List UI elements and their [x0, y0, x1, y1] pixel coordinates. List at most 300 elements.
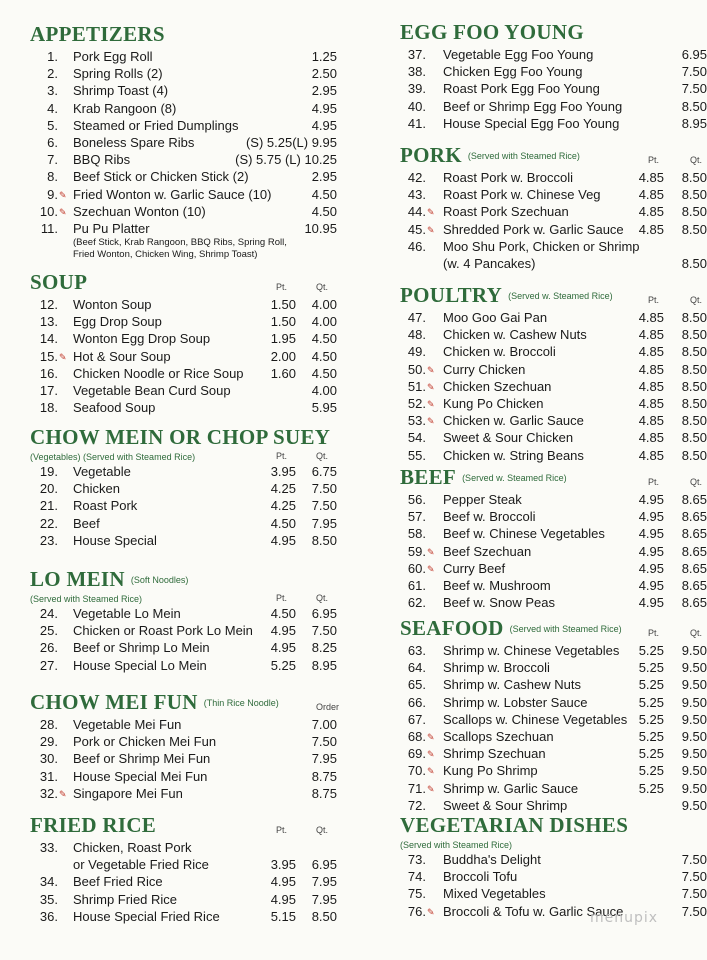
item-number: 29.: [39, 734, 58, 750]
menu-item: [0, 220, 350, 237]
menu-item: [360, 46, 707, 63]
price-quart: 7.50: [681, 852, 707, 867]
menu-item: [0, 100, 350, 117]
item-number: 42.: [407, 170, 426, 185]
spicy-icon: ✎: [427, 766, 435, 777]
price-pint: 5.25: [638, 677, 664, 693]
item-name: Egg Drop Soup: [73, 314, 162, 330]
item-number: 17.: [39, 383, 58, 398]
item-number: 61.: [407, 578, 426, 593]
item-name: Chicken w. String Beans: [443, 447, 584, 463]
item-number: 47.: [407, 310, 426, 325]
item-number: 64.: [407, 660, 426, 676]
price-quart: 2.50: [311, 66, 337, 82]
price-quart: 8.50: [681, 344, 707, 360]
spicy-icon: ✎: [59, 351, 67, 362]
menu-item: [360, 659, 707, 676]
price-quart: 7.50: [311, 481, 337, 497]
item-name: Vegetable Bean Curd Soup: [73, 383, 231, 398]
price-pint: 5.15: [270, 908, 296, 924]
item-name: Vegetable Egg Foo Young: [443, 47, 594, 62]
price-quart: 9.50: [681, 711, 707, 727]
price-quart: 8.95: [311, 657, 337, 673]
price-pint: 3.95: [270, 464, 296, 479]
price-quart: 4.50: [311, 365, 337, 381]
item-number: 26.: [39, 640, 58, 656]
price-pint: 4.95: [270, 623, 296, 639]
menu-item: [0, 856, 350, 873]
item-number: 60.: [407, 560, 426, 576]
item-name: (w. 4 Pancakes): [443, 256, 536, 271]
price-pint: 4.85: [638, 327, 664, 343]
item-name: House Special: [73, 532, 157, 548]
item-name: Broccoli Tofu: [443, 869, 518, 885]
spicy-icon: ✎: [427, 732, 435, 742]
menu-item: [0, 186, 350, 203]
item-name: House Special Mei Fun: [73, 768, 208, 784]
item-number: 73.: [407, 852, 426, 867]
menu-item: [360, 560, 707, 577]
menu-item: [360, 642, 707, 659]
item-name: Curry Chicken: [443, 361, 526, 377]
item-name: Singapore Mei Fun: [73, 785, 183, 801]
item-name: Roast Pork w. Chinese Veg: [443, 187, 601, 203]
price-quart: 8.50: [681, 204, 707, 220]
item-number: 15.: [39, 348, 58, 364]
item-number: 31.: [39, 768, 58, 784]
item-number: 72.: [407, 797, 426, 813]
price-pint: 4.95: [270, 874, 296, 890]
item-number: 57.: [407, 509, 426, 525]
menu-item: [0, 497, 350, 514]
price-quart: 8.25: [311, 640, 337, 656]
item-number: 36.: [39, 908, 58, 924]
item-name: Chicken Szechuan: [443, 378, 552, 394]
item-name: Chicken w. Broccoli: [443, 344, 556, 360]
spicy-icon: ✎: [427, 399, 435, 409]
item-name: Wonton Egg Drop Soup: [73, 331, 211, 347]
price-quart: 8.50: [681, 187, 707, 203]
menu-item: [360, 169, 707, 186]
item-number: 8.: [47, 169, 58, 185]
price-pint: 4.85: [638, 170, 664, 185]
section-note: (Served with Steamed Rice): [467, 151, 580, 161]
watermark: menupix: [590, 910, 659, 926]
price-pint: 5.25: [270, 657, 296, 673]
menu-item: [0, 463, 350, 480]
item-name: Shrimp Toast (4): [73, 83, 169, 99]
price-pint: 4.25: [270, 481, 296, 497]
price-quart: 8.65: [681, 543, 707, 559]
menu-item: [0, 716, 350, 733]
price-quart: 8.50: [681, 361, 707, 377]
item-number: 7.: [47, 152, 58, 168]
quart-header: Qt.: [690, 155, 703, 165]
menu-item: [360, 412, 707, 429]
item-name: Mixed Vegetables: [443, 886, 546, 902]
price-quart: 9.50: [681, 677, 707, 693]
menu-item: [0, 168, 350, 185]
section-title: [30, 567, 188, 592]
item-number: 22.: [39, 515, 58, 531]
item-name: Seafood Soup: [73, 400, 156, 416]
spicy-icon: ✎: [427, 416, 435, 427]
item-name: Roast Pork Szechuan: [443, 204, 569, 220]
section-title: [30, 813, 156, 838]
price-pint: 5.25: [638, 729, 664, 744]
item-number: 27.: [39, 657, 58, 673]
price-quart: 5.95: [311, 400, 337, 416]
item-number: 24.: [39, 606, 58, 621]
price-quart: 8.50: [681, 396, 707, 411]
price-quart: 7.50: [681, 903, 707, 919]
menu-item: [360, 577, 707, 594]
price-pint: 1.60: [270, 365, 296, 381]
price-quart: 7.95: [311, 751, 337, 767]
item-name: House Special Egg Foo Young: [443, 115, 620, 131]
menu-item: [360, 694, 707, 711]
price-pint: 3.95: [270, 857, 296, 873]
item-number: 49.: [407, 344, 426, 360]
menu-item: [0, 733, 350, 750]
price-quart: 7.95: [311, 891, 337, 907]
pint-header: Pt.: [648, 477, 660, 487]
item-number: 16.: [39, 365, 58, 381]
section-title: [400, 143, 580, 168]
section-subnote: (Served with Steamed Rice): [30, 594, 143, 604]
price-pint: 5.25: [638, 763, 664, 779]
menu-item: [0, 382, 350, 399]
price-pint: 4.95: [638, 543, 664, 559]
menu-item: [360, 508, 707, 525]
item-name: Szechuan Wonton (10): [73, 203, 206, 219]
item-number: 11.: [40, 221, 58, 236]
item-number: 70.: [407, 763, 426, 779]
price-pint: 4.85: [638, 447, 664, 463]
item-number: 71.: [407, 780, 426, 796]
item-name: Kung Po Shrimp: [443, 763, 538, 779]
price-quart: 7.50: [311, 734, 337, 750]
menu-item: [0, 515, 350, 532]
menu-item: [0, 296, 350, 313]
item-name: Buddha's Delight: [443, 852, 541, 867]
section-subnote: (Vegetables) (Served with Steamed Rice): [30, 452, 196, 462]
section-title-text: BEEF: [400, 465, 457, 489]
section-title-text: APPETIZERS: [30, 22, 165, 46]
menu-item: [360, 63, 707, 80]
price-quart: 9.50: [681, 694, 707, 710]
menu-item: [0, 605, 350, 622]
item-number: 53.: [407, 413, 426, 429]
item-name: Shrimp w. Lobster Sauce: [443, 694, 588, 710]
price-pint: 4.85: [638, 187, 664, 203]
price-pint: 5.25: [638, 711, 664, 727]
price-quart: 7.95: [311, 515, 337, 531]
menu-item: [0, 399, 350, 416]
item-name: Vegetable Mei Fun: [73, 717, 182, 732]
item-number: 32.: [39, 785, 58, 801]
item-name: Spring Rolls (2): [73, 66, 163, 82]
price-pint: 4.25: [270, 498, 296, 514]
item-number: 38.: [407, 64, 426, 80]
price-quart: 7.50: [311, 623, 337, 639]
item-number: 18.: [39, 400, 58, 416]
spicy-icon: ✎: [427, 224, 435, 235]
menu-item: [360, 429, 707, 446]
item-name: Vegetable: [73, 464, 131, 479]
price-pint: 4.95: [638, 578, 664, 593]
item-name: Beef or Shrimp Lo Mein: [73, 640, 210, 656]
pint-header: Pt.: [648, 628, 660, 638]
item-number: 25.: [39, 623, 58, 639]
section-note: (Soft Noodles): [130, 575, 189, 585]
item-number: 14.: [39, 331, 58, 347]
item-number: 67.: [407, 711, 426, 727]
item-name: Shrimp Fried Rice: [73, 891, 178, 907]
price-quart: (S) 5.75 (L) 10.25: [235, 152, 337, 168]
menu-item: [360, 525, 707, 542]
price-quart: 4.50: [311, 203, 337, 219]
item-name: Chicken w. Cashew Nuts: [443, 327, 587, 343]
price-quart: 6.95: [681, 47, 707, 62]
item-name: Beef Fried Rice: [73, 874, 163, 890]
menu-item: [0, 117, 350, 134]
menu-item: [0, 348, 350, 365]
item-name: BBQ Ribs: [73, 152, 131, 168]
price-pint: 4.95: [270, 640, 296, 656]
section-title: [30, 270, 87, 295]
section-title-text: SEAFOOD: [400, 616, 504, 640]
item-name: Steamed or Fried Dumplings: [73, 117, 239, 133]
menu-item: [0, 48, 350, 65]
section-title: [400, 20, 584, 45]
price-pint: 4.85: [638, 221, 664, 237]
menu-item: [360, 797, 707, 814]
section-note: (Served with Steamed Rice): [509, 624, 622, 634]
item-number: 59.: [407, 543, 426, 559]
price-quart: 8.50: [681, 378, 707, 394]
item-name: Chicken: [73, 481, 120, 497]
item-number: 1.: [47, 49, 58, 64]
item-number: 20.: [39, 481, 58, 497]
price-quart: 9.50: [681, 763, 707, 779]
price-quart: 4.00: [311, 297, 337, 312]
item-number: 33.: [39, 840, 58, 855]
item-number: 50.: [407, 361, 426, 377]
price-pint: 4.95: [270, 891, 296, 907]
menu-item: [0, 134, 350, 151]
item-number: 28.: [39, 717, 58, 732]
price-quart: 8.50: [681, 256, 707, 271]
price-quart: 6.95: [311, 857, 337, 873]
item-number: 44.: [407, 204, 426, 220]
section-title: [30, 22, 165, 47]
price-quart: 4.00: [311, 314, 337, 330]
price-quart: 8.75: [311, 785, 337, 801]
item-name: Hot & Sour Soup: [73, 348, 171, 364]
price-pint: 4.85: [638, 413, 664, 429]
price-quart: 10.95: [304, 221, 337, 236]
spicy-icon: ✎: [59, 788, 67, 799]
price-pint: 4.85: [638, 396, 664, 411]
menu-item: [360, 447, 707, 464]
item-number: 51.: [407, 378, 426, 394]
menu-item: [0, 330, 350, 347]
item-number: 5.: [47, 117, 58, 133]
item-name: or Vegetable Fried Rice: [73, 857, 209, 873]
section-title-text: CHOW MEI FUN: [30, 690, 198, 714]
pint-header: Pt.: [276, 593, 288, 603]
menu-item: [0, 82, 350, 99]
menu-item: [360, 491, 707, 508]
price-quart: 8.50: [681, 98, 707, 114]
item-name: Roast Pork Egg Foo Young: [443, 81, 600, 97]
quart-header: Qt.: [690, 295, 703, 305]
item-number: 9.: [47, 186, 58, 202]
item-name: Shrimp w. Cashew Nuts: [443, 677, 581, 693]
item-name: Shrimp w. Chinese Vegetables: [443, 643, 620, 658]
price-quart: 8.65: [681, 560, 707, 576]
menu-item: [360, 711, 707, 728]
item-name: Chicken, Roast Pork: [73, 840, 192, 855]
pint-header: Pt.: [276, 451, 288, 461]
item-number: 65.: [407, 677, 426, 693]
menu-item: [360, 361, 707, 378]
item-name: Boneless Spare Ribs: [73, 135, 195, 150]
item-name: Beef w. Snow Peas: [443, 595, 556, 611]
menu-item: [360, 186, 707, 203]
price-quart: 7.50: [311, 498, 337, 514]
item-number: 48.: [407, 327, 426, 343]
section-note: (Served w. Steamed Rice): [508, 291, 613, 301]
price-quart: 7.50: [681, 886, 707, 902]
item-number: 19.: [39, 464, 58, 479]
item-name: Roast Pork w. Broccoli: [443, 170, 574, 185]
price-quart: 8.50: [681, 310, 707, 325]
item-number: 75.: [407, 886, 426, 902]
menu-item: [360, 780, 707, 797]
menu-item: [0, 203, 350, 220]
pint-header: Pt.: [648, 295, 660, 305]
price-quart: 7.50: [681, 869, 707, 885]
item-number: 13.: [39, 314, 58, 330]
quart-header: Qt.: [316, 825, 329, 835]
item-number: 6.: [47, 135, 58, 150]
price-pint: 1.95: [270, 331, 296, 347]
price-quart: 9.50: [681, 746, 707, 762]
item-number: 30.: [39, 751, 58, 767]
price-quart: 4.50: [311, 186, 337, 202]
price-pint: 4.95: [638, 509, 664, 525]
price-quart: 8.65: [681, 509, 707, 525]
item-number: 74.: [407, 869, 426, 885]
price-quart: 2.95: [311, 169, 337, 185]
menu-item: [360, 98, 707, 115]
item-name: Broccoli & Tofu w. Garlic Sauce: [443, 903, 624, 919]
price-quart: 8.75: [311, 768, 337, 784]
item-name: Curry Beef: [443, 560, 506, 576]
item-number: 37.: [407, 47, 426, 62]
price-quart: 8.50: [311, 532, 337, 548]
spicy-icon: ✎: [59, 206, 67, 217]
price-quart: 8.65: [681, 492, 707, 507]
item-name: Beef: [73, 515, 100, 531]
menu-item: [360, 868, 707, 885]
price-quart: 8.50: [681, 327, 707, 343]
price-pint: 5.25: [638, 746, 664, 762]
item-number: 54.: [407, 430, 426, 446]
quart-header: Qt.: [690, 628, 703, 638]
menu-item: [0, 839, 350, 856]
item-name: Chicken Egg Foo Young: [443, 64, 583, 80]
item-name: Chicken w. Garlic Sauce: [443, 413, 584, 429]
section-title: [400, 465, 567, 490]
item-name: Beef Szechuan: [443, 543, 532, 559]
menu-item: [0, 365, 350, 382]
menu-item: [360, 395, 707, 412]
quart-header: Qt.: [316, 451, 329, 461]
price-quart: 7.00: [311, 717, 337, 732]
item-description: (Beef Stick, Krab Rangoon, BBQ Ribs, Spring Roll, Fried Wonton, Chicken Wing, Shrimp Toast): [73, 237, 287, 261]
menu-item: [360, 255, 707, 272]
section-note: (Thin Rice Noodle): [203, 698, 279, 708]
price-quart: 8.50: [681, 221, 707, 237]
spicy-icon: ✎: [427, 783, 435, 794]
item-name: Chicken Noodle or Rice Soup: [73, 365, 244, 381]
item-number: 76.: [407, 903, 426, 919]
item-number: 39.: [407, 81, 426, 97]
price-quart: 2.95: [311, 83, 337, 99]
item-name: Scallops w. Chinese Vegetables: [443, 711, 628, 727]
price-quart: 9.50: [681, 643, 707, 658]
menu-item: [0, 750, 350, 767]
price-pint: 4.85: [638, 378, 664, 394]
menu-item: [360, 594, 707, 611]
price-pint: 5.25: [638, 694, 664, 710]
menu-item: [360, 676, 707, 693]
section-title: [400, 813, 628, 838]
menu-item: [0, 65, 350, 82]
pint-header: Pt.: [648, 155, 660, 165]
section-title-text: POULTRY: [400, 283, 503, 307]
price-quart: 9.50: [681, 797, 707, 813]
spicy-icon: ✎: [427, 207, 435, 218]
item-number: 41.: [407, 115, 426, 131]
item-number: 46.: [407, 238, 426, 254]
menu-item: [0, 657, 350, 674]
price-quart: 8.50: [681, 413, 707, 429]
price-quart: 1.25: [311, 49, 337, 64]
price-quart: 6.95: [311, 606, 337, 621]
item-name: Fried Wonton w. Garlic Sauce (10): [73, 186, 272, 202]
item-name: Beef w. Broccoli: [443, 509, 536, 525]
spicy-icon: ✎: [427, 563, 435, 574]
pint-header: Pt.: [276, 825, 288, 835]
item-number: 62.: [407, 595, 426, 611]
price-quart: 4.50: [311, 331, 337, 347]
section-title-text: FRIED RICE: [30, 813, 157, 837]
price-quart: 8.50: [681, 430, 707, 446]
section-title: [400, 283, 613, 308]
quart-header: Qt.: [690, 477, 703, 487]
spicy-icon: ✎: [427, 546, 435, 557]
item-number: 68.: [407, 729, 426, 744]
item-number: 52.: [407, 396, 426, 411]
price-pint: 4.95: [638, 560, 664, 576]
menu-item: [360, 543, 707, 560]
item-name: Kung Po Chicken: [443, 396, 544, 411]
item-name: Beef w. Mushroom: [443, 578, 551, 593]
